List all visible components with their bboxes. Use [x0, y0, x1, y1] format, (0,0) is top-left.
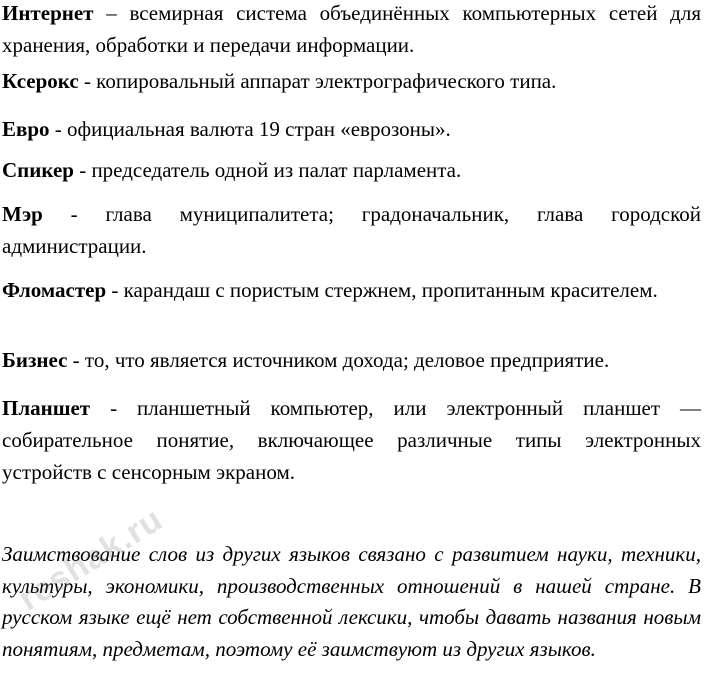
entry-definition: - копировальный аппарат электрографического типа. [78, 69, 557, 93]
entry-term: Планшет [2, 396, 91, 420]
watermark: reshak.ru [12, 500, 170, 619]
entry-definition: - официальная валюта 19 стран «еврозоны». [49, 117, 451, 141]
entry-business [2, 344, 701, 376]
entry-term: Фломастер [2, 278, 107, 302]
entry-term: Интернет [2, 1, 94, 25]
entry-definition: - то, что является источником дохода; деловое предприятие. [67, 348, 610, 372]
entry-term: Ксерокс [2, 69, 79, 93]
entry-definition: – всемирная система объединённых компьютерных сетей для хранения, обработки и передачи информации. [2, 1, 701, 57]
entry-definition: - председатель одной из палат парламента. [73, 158, 462, 182]
entry-term: Бизнес [2, 348, 68, 372]
entry-definition: - планшетный компьютер, или электронный планшет — собирательное понятие, включающее различные типы электронных устройств с сенсорным экраном. [2, 396, 701, 484]
entry-term: Евро [2, 117, 50, 141]
entry-felt-pen [2, 274, 701, 306]
entry-mayor [2, 198, 701, 262]
entry-xerox [2, 65, 701, 97]
entry-definition: - глава муниципалитета; градоначальник, глава городской администрации. [2, 202, 701, 258]
entry-term: Мэр [2, 202, 43, 226]
entry-euro [2, 113, 701, 145]
entry-definition: - карандаш с пористым стержнем, пропитанным красителем. [106, 278, 658, 302]
entry-tablet [2, 392, 701, 488]
entry-term: Спикер [2, 158, 74, 182]
entry-speaker [2, 154, 701, 186]
conclusion-paragraph: Заимствование слов из других языков связано с развитием науки, техники, культуры, экономики, производственных отношений в нашей стране. В русском языке ещё нет собственной лексики, чтобы давать названия новым понятиям, предметам, поэтому её заимствуют из других языков. [2, 542, 701, 661]
entry-internet [2, 0, 701, 61]
